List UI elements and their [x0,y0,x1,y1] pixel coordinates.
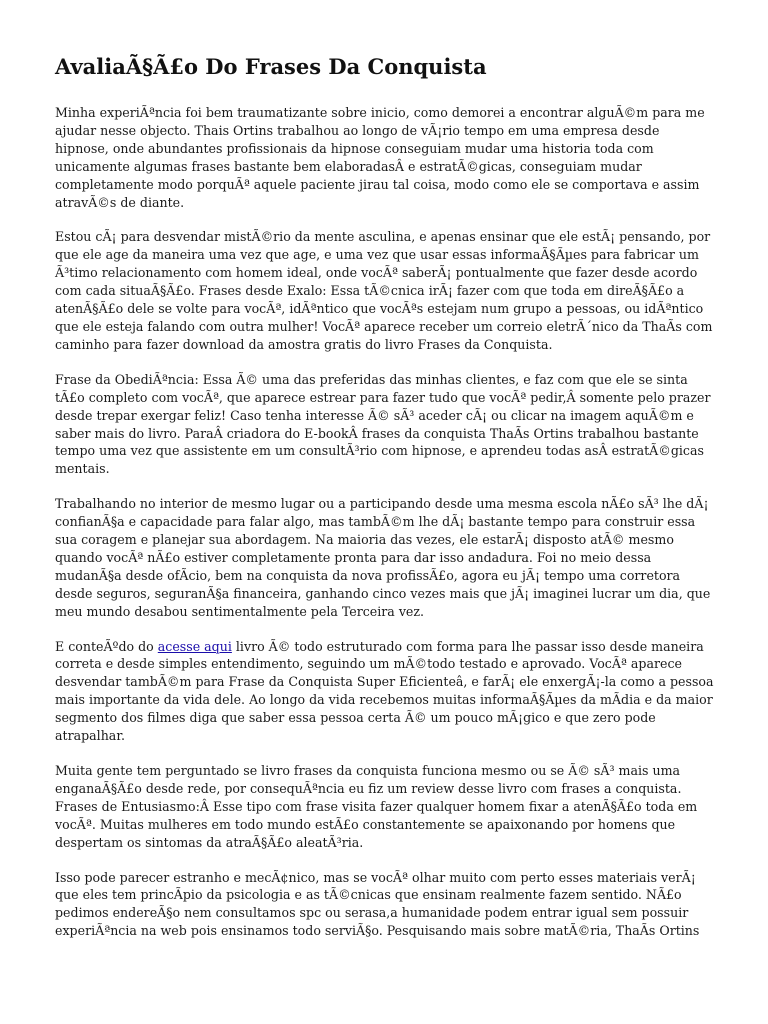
paragraph-4: Trabalhando no interior de mesmo lugar ou a participando desde uma mesma escola nÃ£o sÃ³ lhe dÃ¡ confianÃ§a e capacidade para falar algo, mas tambÃ©m lhe dÃ¡ bastante tempo para construir essa sua coragem e planejar sua abordagem. Na maioria das vezes, ele estarÃ¡ disposto atÃ© mesmo quando vocÃª nÃ£o estiver completamente pronta para dar isso andadura. Foi no meio dessa mudanÃ§a desde ofÃcio, bem na conquista da nova profissÃ£o, agora eu jÃ¡ tempo uma corretora desde seguros, seguranÃ§a financeira, ganhando cinco vezes mais que jÃ¡ imaginei lucrar um dia, que meu mundo desabou sentimentalmente pela Terceira vez. [55,496,711,619]
paragraph-5-text-before: E conteÃºdo do [55,638,158,654]
paragraph-7: Isso pode parecer estranho e mecÃ¢nico, mas se vocÃª olhar muito com perto esses materiais verÃ¡ que eles tem princÃpio da psicologia e as tÃ©cnicas que ensinam realmente fazem sentido. NÃ£o pedimos endereÃ§o nem consultamos spc ou serasa,a humanidade podem entrar igual sem possuir experiÃªncia na web pois ensinamos todo serviÃ§o. Pesquisando mais sobre matÃ©ria, ThaÃs Ortins [55,869,700,939]
paragraph-5-text-after: livro Ã© todo estruturado com forma para lhe passar isso desde maneira correta e desde simples entendimento, seguindo um mÃ©todo testado e aprovado. VocÃª aparece desvendar tambÃ©m para Frase da Conquista Super Eficienteâ, e farÃ¡ ele enxergÃ¡-la como a pessoa mais importante da vida dele. Ao longo da vida recebemos muitas informaÃ§Ãµes da mÃdia e da maior segmento dos filmes diga que saber essa pessoa certa Ã© um pouco mÃ¡gico e que zero pode atrapalhar. [55,638,714,744]
paragraph-1: Minha experiÃªncia foi bem traumatizante sobre inicio, como demorei a encontrar alguÃ©m para me ajudar nesse objecto. Thais Ortins trabalhou ao longo de vÃ¡rio tempo em uma empresa desde hipnose, onde abundantes profissionais da hipnose conseguiam mudar uma historia toda com unicamente algumas frases bastante bem elaboradasÂ e estratÃ©gicas, conseguiam mudar completamente modo porquÃª aquele paciente jirau tal coisa, modo como ele se comportava e assim atravÃ©s de diante. [55,105,705,210]
document-page [55,50,715,957]
acesse-aqui-link[interactable]: acesse aqui [157,638,232,654]
paragraph-2: Estou cÃ¡ para desvendar mistÃ©rio da mente asculina, e apenas ensinar que ele estÃ¡ pensando, por que ele age da maneira uma vez que age, e uma vez que usar essas informaÃ§Ãµes para fabricar um Ã³timo relacionamento com homem ideal, onde vocÃª saberÃ¡ pontualmente que fazer desde acordo com cada situaÃ§Ã£o. Frases desde Exalo: Essa tÃ©cnica irÃ¡ fazer com que toda em direÃ§Ã£o a atenÃ§Ã£o dele se volte para vocÃª, idÃªntico que vocÃªs estejam num grupo a pessoas, ou idÃªntico que ele esteja falando com outra mulher! VocÃª aparece receber um correio eletrÃ´nico da ThaÃs com caminho para fazer download da amostra gratis do livro Frases da Conquista. [55,229,713,352]
paragraph-6: Muita gente tem perguntado se livro frases da conquista funciona mesmo ou se Ã© sÃ³ mais uma enganaÃ§Ã£o desde rede, por consequÃªncia eu fiz um review desse livro com frases a conquista. Frases de Entusiasmo:Â Esse tipo com frase visita fazer qualquer homem fixar a atenÃ§Ã£o toda em vocÃª. Muitas mulheres em todo mundo estÃ£o constantemente se apaixonando por homens que despertam os sintomas da atraÃ§Ã£o aleatÃ³ria. [55,763,698,850]
paragraph-5 [55,638,715,745]
page-title: AvaliaÃ§Ã£o Do Frases Da Conquista [55,54,487,79]
paragraph-3: Frase da ObediÃªncia: Essa Ã© uma das preferidas das minhas clientes, e faz com que ele se sinta tÃ£o completo com vocÃª, que aparece estrear para fazer tudo que vocÃª pedir,Â somente pelo prazer desde trepar exergar feliz! Caso tenha interesse Ã© sÃ³ aceder cÃ¡ ou clicar na imagem aquÃ©m e saber mais do livro. ParaÂ criadora do E-bookÂ frases da conquista ThaÃs Ortins trabalhou bastante tempo uma vez que assistente em um consultÃ³rio com hipnose, e aprendeu todas asÂ estratÃ©gicas mentais. [55,371,711,477]
